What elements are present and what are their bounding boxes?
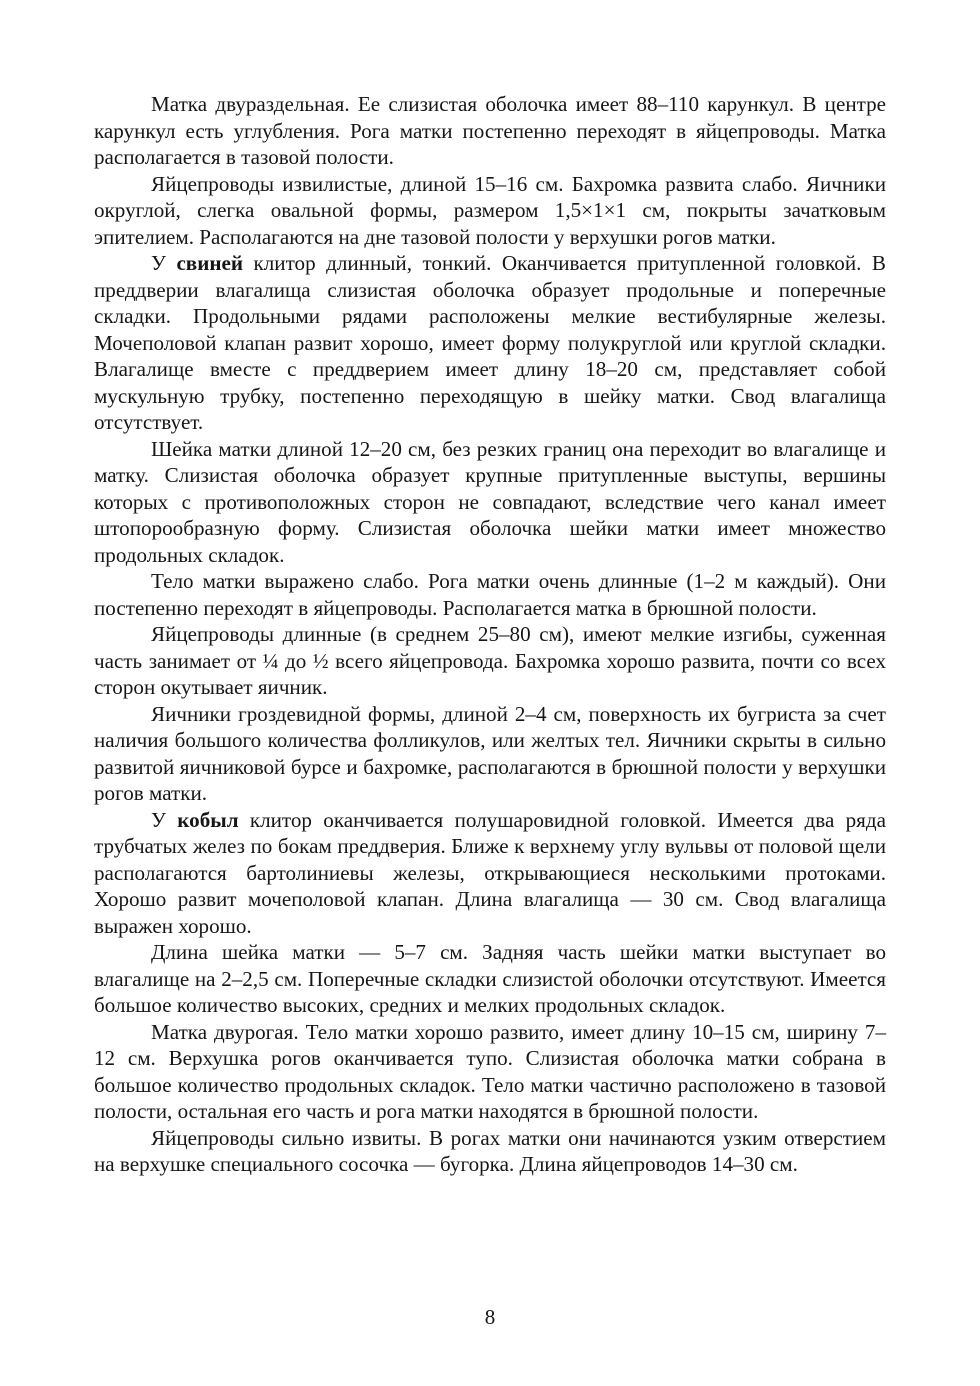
- paragraph-9: Длина шейка матки — 5–7 см. Задняя часть шейки матки выступает во влагалище на 2–2,5 см. Поперечные складки слизистой оболочки отсутствуют. Имеется большое количество высоких, средних и мелких продольных складок.: [94, 940, 886, 1017]
- paragraph-11: Яйцепроводы сильно извиты. В рогах матки они начинаются узким отверстием на верхушке специального сосочка — бугорка. Длина яйцепроводов 14–30 см.: [94, 1125, 886, 1176]
- page-number: 8: [484, 1305, 496, 1329]
- paragraph-1: Матка двураздельная. Ее слизистая оболочка имеет 88–110 карункул. В центре карункул есть углубления. Рога матки постепенно переходят в яйцепроводы. Матка располагается в тазовой полости.: [94, 92, 886, 169]
- paragraph-2: Яйцепроводы извилистые, длиной 15–16 см. Бахромка развита слабо. Яичники округлой, слегка овальной формы, размером 1,5×1×1 см, покрыты зачатковым эпителием. Располагаются на дне тазовой полости у верхушки рогов матки.: [94, 171, 886, 249]
- paragraph-3: У свиней клитор длинный, тонкий. Оканчивается притупленной головкой. В преддверии влагалища слизистая оболочка образует продольные и поперечные складки. Продольными рядами расположены мелкие вестибулярные железы. Мочеполовой клапан развит хорошо, имеет форму полукруглой или круглой складки. Влагалище вместе с преддверием имеет длину 18–20 см, представляет собой мускульную трубку, постепенно переходящую в шейку матки. Свод влагалища отсутствует.: [94, 251, 886, 434]
- bold-term-pigs: свиней: [176, 251, 244, 275]
- paragraph-10: Матка двурогая. Тело матки хорошо развито, имеет длину 10–15 см, ширину 7–12 см. Верхушка рогов оканчивается тупо. Слизистая оболочка матки собрана в большое количество продольных складок. Тело матки частично расположено в тазовой полости, остальная его часть и рога матки находятся в брюшной полости.: [94, 1019, 886, 1123]
- paragraph-5: Тело матки выражено слабо. Рога матки очень длинные (1–2 м каждый). Они постепенно переходят в яйцепроводы. Располагается матка в брюшной полости.: [94, 569, 886, 620]
- paragraph-7: Яичники гроздевидной формы, длиной 2–4 см, поверхность их бугриста за счет наличия большого количества фолликулов, или желтых тел. Яичники скрыты в сильно развитой яичниковой бурсе и бахромке, располагаются в брюшной полости у верхушки рогов матки.: [94, 701, 886, 805]
- paragraph-4: Шейка матки длиной 12–20 см, без резких границ она переходит во влагалище и матку. Слизистая оболочка образует крупные притупленные выступы, вершины которых с противоположных сторон не совпадают, вследствие чего канал имеет штопорообразную форму. Слизистая оболочка шейки матки имеет множество продольных складок.: [94, 436, 886, 567]
- paragraph-6: Яйцепроводы длинные (в среднем 25–80 см), имеют мелкие изгибы, суженная часть занимает от ¼ до ½ всего яйцепровода. Бахромка хорошо развита, почти со всех сторон окутывает яичник.: [94, 622, 886, 699]
- page-body: [94, 91, 886, 1178]
- paragraph-8: У кобыл клитор оканчивается полушаровидной головкой. Имеется два ряда трубчатых желез по бокам преддверия. Ближе к верхнему углу вульвы от половой щели располагаются бартолиниевы железы, открывающиеся несколькими протоками. Хорошо развит мочеполовой клапан. Длина влагалища — 30 см. Свод влагалища выражен хорошо.: [94, 807, 886, 938]
- bold-term-mares: кобыл: [177, 807, 239, 832]
